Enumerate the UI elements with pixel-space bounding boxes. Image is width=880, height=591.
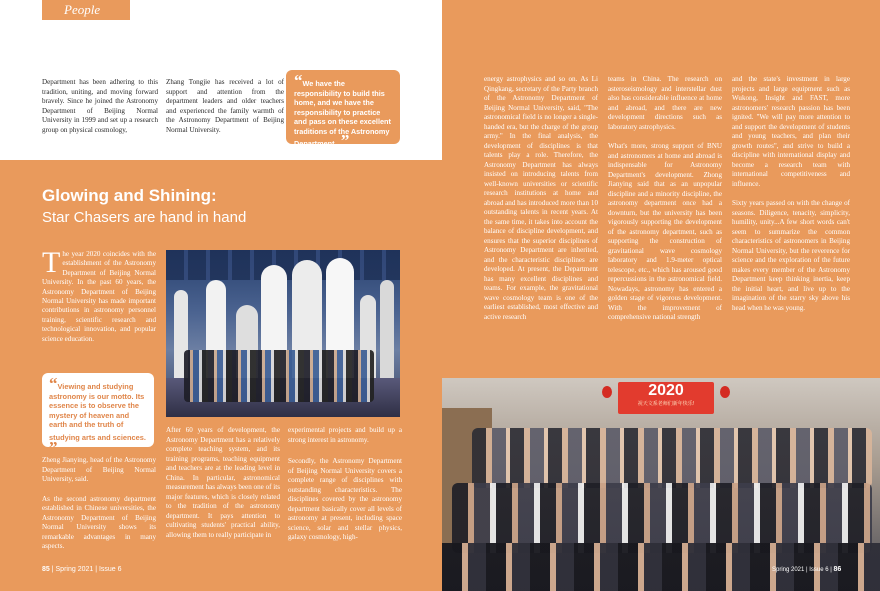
lantern-icon — [720, 386, 730, 398]
pull-quote-left: “Viewing and studying astronomy is our motto. Its essence is to observe the mystery of heaven and earth and the truth of studying arts and sciences. ” — [42, 373, 154, 447]
footer-right — [772, 566, 841, 573]
footer-issue-right: Spring 2021 | Issue 6 | — [772, 567, 832, 573]
article-subtitle: Star Chasers are hand in hand — [42, 209, 247, 226]
article-col-mid-1: After 60 years of development, the Astronomy Department has a relatively complete teaching system, and its training programs, teaching equipment and teachers are at the leading level in China. In particular, astronomical measurement has always been one of its major features, which is closely related to the tradition of the astronomy department. It pays attention to cultivating students' practical ability, allowing them to really participate in — [166, 426, 280, 539]
group-of-people — [184, 350, 374, 402]
banner-year: 2020 — [648, 382, 684, 399]
page-number-left: 85 — [42, 566, 50, 573]
close-quote-icon: ” — [336, 131, 350, 150]
lantern-icon — [602, 386, 612, 398]
footer-issue-left: | Spring 2021 | Issue 6 — [51, 566, 122, 573]
open-quote-icon: “ — [294, 71, 303, 90]
footer-left — [42, 566, 122, 573]
group-photo-2020 — [442, 378, 880, 591]
rocket-hall-photo — [166, 250, 400, 417]
close-quote-icon: ” — [49, 437, 58, 457]
pull-quote-top: “We have the responsibility to build this home, and we have the responsibility to practice and pass on these excellent traditions of the Astronomy Department. ” — [286, 70, 400, 144]
open-quote-icon: “ — [49, 374, 58, 393]
article-col-4: teams in China. The research on asteroseismology and interstellar dust also has considerable influence at home and abroad, and there are new development directions such as laboratory astrophysics. What's more, strong support of BNU and astronomers at home and abroad is indispensable for Astronomy Department's development. Zhong Jianying said that as an unpopular discipline and a minority discipline, the astronomy department once had a downturn, but the university has been vigorously supporting the development of the astronomy department, such as supporting the construction of gravitational wave cosmology laboratory and 1.9-meter optical telescope, etc., which has aroused good repercussions in the astronomical field. Nowadays, astronomy has entered a golden stage of vigorous development. With the improvement of comprehensive national strength — [608, 75, 722, 321]
article-title: Glowing and Shining: — [42, 186, 217, 205]
top-text-col-1: Department has been adhering to this tradition, uniting, and moving forward bravely. Since he joined the Astronomy Department of Beijing Normal University in 1999 and set up a research group on physical cosmology, — [42, 78, 158, 134]
left-after-quote: Zheng Jianying, head of the Astronomy Department of Beijing Normal University, said. As the second astronomy department established in Chinese universities, the Astronomy Department of Beijing Normal University shows its remarkable advantages in many aspects. — [42, 456, 156, 550]
top-text-col-2: Zhang Tongjie has received a lot of support and attention from the department leaders and older teachers and experienced the family warmth of the Astronomy Department of Beijing Normal University. — [166, 78, 284, 134]
section-tab-label: People — [64, 2, 101, 17]
article-col-mid-2: experimental projects and build up a strong interest in astronomy. Secondly, the Astronomy Department of Beijing Normal University covers a complete range of disciplines with outstanding characteristics. The disciplines covered by the astronomy department basically cover all levels of astronomy at present, including space science, solar and stellar physics, galaxy cosmology, high- — [288, 426, 402, 541]
article-col-5: and the state's investment in large projects and large equipment such as Wukong, Insight and FAST, more astronomers' research passion has been ignited. "We will pay more attention to and support the development of students and young teachers, and plan their growth routes", and strive to build a discipline with international display and become a research team with international competitiveness and influence. Sixty years passed on with the change of seasons. Diligence, tenacity, simplicity, humility, unity...A few short words can't seem to summarize the common characteristics of astronomers in Beijing Normal University, but the reverence for science and the exploration of the future makes every member of the Astronomy Department keep thinking inertia, keep the initial heart, and live up to the imagination of the starry sky above his head when he was young. — [732, 75, 850, 312]
page-number-right: 86 — [833, 566, 842, 573]
back-row-people — [472, 428, 872, 488]
article-col-3: energy astrophysics and so on. As Li Qingkang, secretary of the Party branch of the Astronomy Department of Beijing Normal University, said, "The astronomical field is no longer a single-handed era, but the charge of the group army." In the final analysis, the development of disciplines is that talents play a role. Therefore, the Astronomy Department has always insisted on introducing talents from well-known universities or scientific research institutions at home and abroad and has introduced more than 10 outstanding talents in recent years. At the same time, it takes into account the balance of discipline development, and ensures that the superior disciplines of Astronomy Department are inherited, and the characteristic disciplines are developed. At present, the Department has many excellent disciplines and teams. For example, the gravitational wave cosmology team is one of the earliest established, most effective and active research — [484, 75, 598, 321]
banner-greeting: 祝天文系老师们新年快乐! — [637, 401, 695, 407]
article-intro: The year 2020 coincides with the establishment of the Astronomy Department of Beijing Normal University. In the past 60 years, the Astronomy Department of Beijing Normal University has made important contributions in astronomy personnel training, scientific research and technological innovation, and popular science education. — [42, 246, 156, 343]
new-year-banner — [618, 382, 714, 414]
section-tab — [42, 0, 130, 20]
dropcap: T — [42, 246, 61, 279]
